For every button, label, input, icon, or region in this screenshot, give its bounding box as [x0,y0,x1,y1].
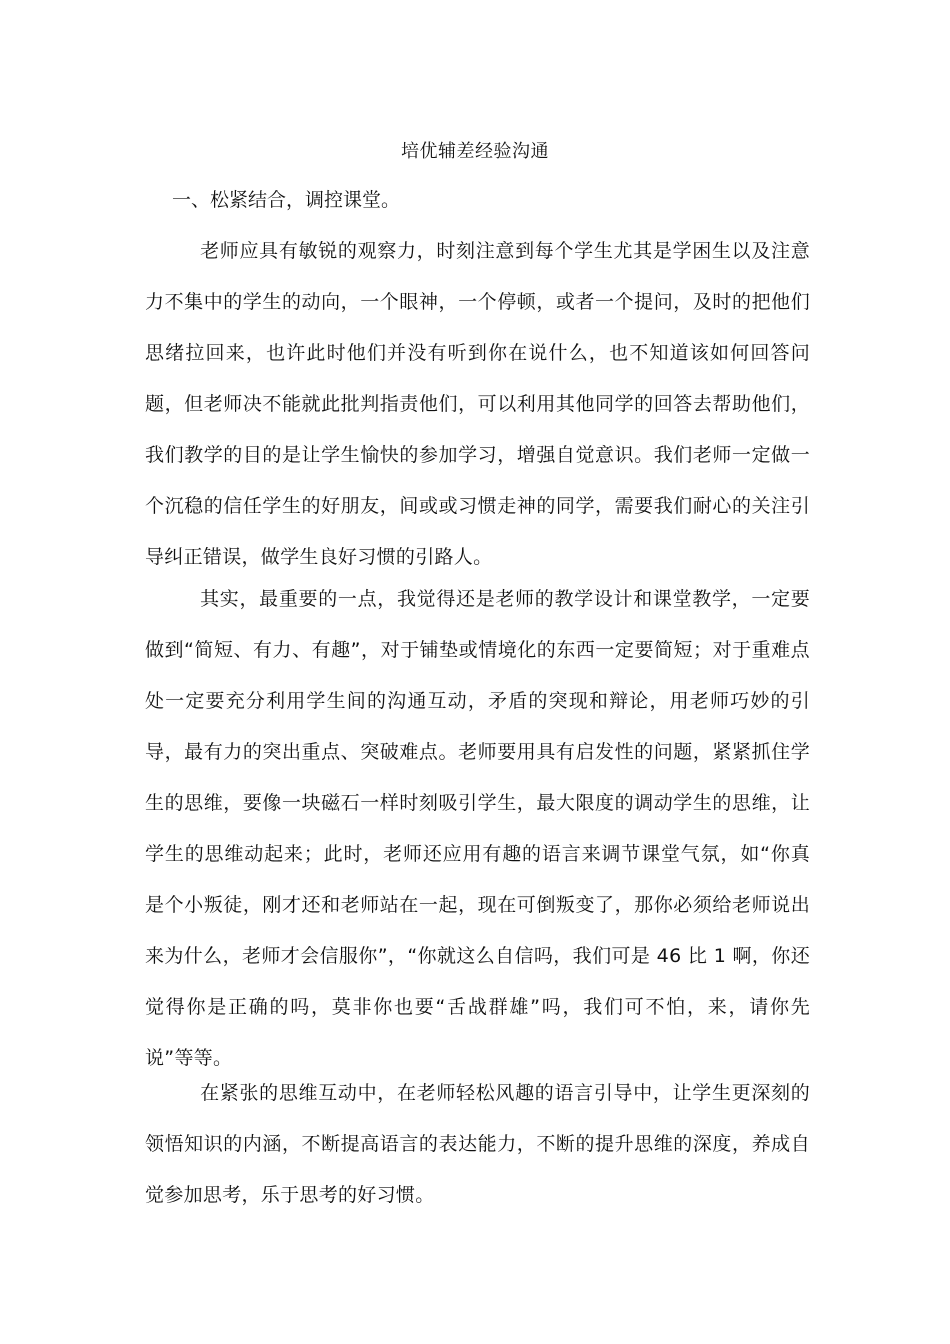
document-title: 培优辅差经验沟通 [401,141,549,162]
paragraph-1: 老师应具有敏锐的观察力，时刻注意到每个学生尤其是学困生以及注意力不集中的学生的动向，一个眼神，一个停顿，或者一个提问，及时的把他们思绪拉回来，也许此时他们并没有听到你在说什么，也不知道该如何回答问题，但老师决不能就此批判指责他们，可以利用其他同学的回答去帮助他们，我们教学的目的是让学生愉快的参加学习，增强自觉意识。我们老师一定做一个沉稳的信任学生的好朋友，间或或习惯走神的同学，需要我们耐心的关注引导纠正错误，做学生良好习惯的引路人。 [145,240,810,568]
section-heading: 一、松紧结合，调控课堂。 [172,189,401,211]
paragraph-2: 其实，最重要的一点，我觉得还是老师的教学设计和课堂教学，一定要做到“简短、有力、有趣”，对于铺垫或情境化的东西一定要简短；对于重难点处一定要充分利用学生间的沟通互动，矛盾的突现和辩论，用老师巧妙的引导，最有力的突出重点、突破难点。老师要用具有启发性的问题，紧紧抓住学生的思维，要像一块磁石一样时刻吸引学生，最大限度的调动学生的思维，让学生的思维动起来；此时，老师还应用有趣的语言来调节课堂气氛，如“你真是个小叛徒，刚才还和老师站在一起，现在可倒叛变了，那你必须给老师说出来为什么，老师才会信服你”，“你就这么自信吗，我们可是 46 比 1 啊，你还觉得你是正确的吗，莫非你也要“舌战群雄”吗，我们可不怕，来，请你先说”等等。 [145,588,810,1069]
paragraph-3: 在紧张的思维互动中，在老师轻松风趣的语言引导中，让学生更深刻的领悟知识的内涵，不断提高语言的表达能力，不断的提升思维的深度，养成自觉参加思考，乐于思考的好习惯。 [145,1082,810,1206]
